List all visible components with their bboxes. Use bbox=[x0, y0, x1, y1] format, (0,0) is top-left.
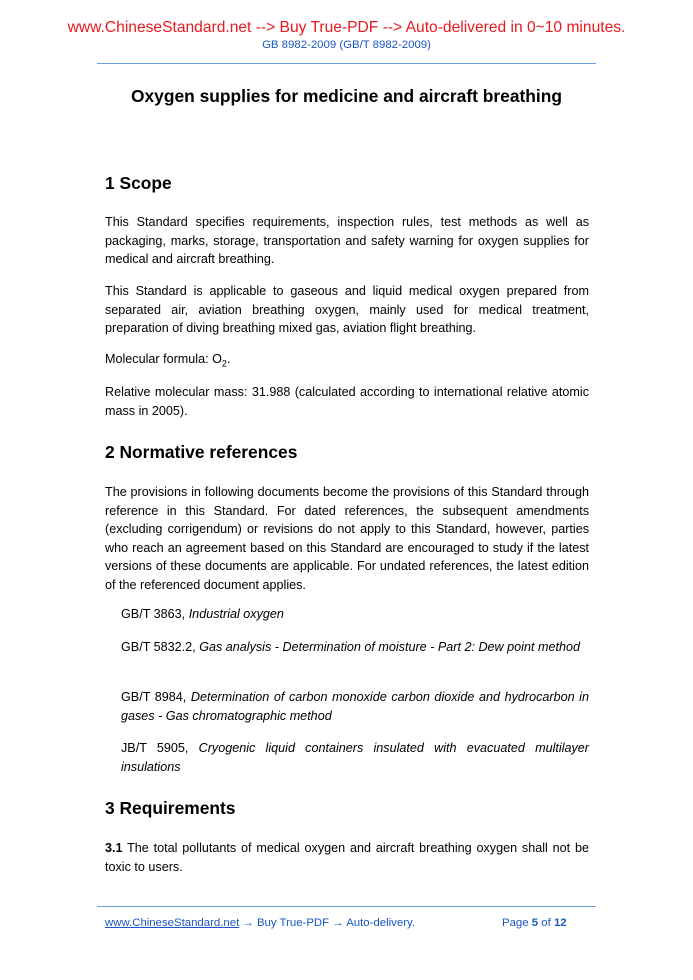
reference-item bbox=[121, 605, 589, 624]
scope-paragraph-2: This Standard is applicable to gaseous and liquid medical oxygen prepared from separated air, aviation breathing oxygen, mainly used for medical treatment, preparation of diving breathing mixed gas, aviation flight breathing. bbox=[105, 284, 589, 336]
normative-references-intro: The provisions in following documents become the provisions of this Standard through reference in this Standard. For dated references, the subsequent amendments (excluding corrigendum) or revisions do not apply to this Standard, however, parties who reach an agreement based on this Standard are encouraged to study if the latest versions of these documents are applicable. For undated references, the latest edition of the referenced document applies. bbox=[105, 485, 589, 592]
section-heading-requirements: 3 Requirements bbox=[105, 798, 236, 818]
clause-number: 3.1 bbox=[105, 841, 123, 855]
formula-prefix: Molecular formula: O bbox=[105, 352, 222, 366]
reference-title: Cryogenic liquid containers insulated with evacuated multilayer insulations bbox=[121, 741, 589, 774]
promo-banner[interactable]: www.ChineseStandard.net --> Buy True-PDF --> Auto-delivered in 0~10 minutes. bbox=[67, 19, 626, 36]
relative-molecular-mass: Relative molecular mass: 31.988 (calculated according to international relative atomic mass in 2005). bbox=[105, 385, 589, 418]
of-label: of bbox=[538, 917, 554, 929]
footer-rule bbox=[97, 906, 596, 907]
reference-code: JB/T 5905, bbox=[121, 741, 199, 755]
footer-tail: → Buy True-PDF → Auto-delivery. bbox=[239, 917, 415, 929]
page-indicator bbox=[502, 916, 567, 930]
footer-promo bbox=[105, 916, 415, 930]
page-total: 12 bbox=[553, 917, 567, 929]
reference-item bbox=[121, 638, 589, 657]
reference-code: GB/T 5832.2, bbox=[121, 640, 200, 654]
clause-text: The total pollutants of medical oxygen and aircraft breathing oxygen shall not be toxic to users. bbox=[105, 841, 589, 874]
reference-code: GB/T 3863, bbox=[121, 607, 189, 621]
formula-suffix: . bbox=[226, 352, 231, 366]
page-label: Page bbox=[502, 917, 532, 929]
site-link[interactable]: www.ChineseStandard.net bbox=[105, 917, 240, 929]
reference-item bbox=[121, 688, 589, 725]
section-heading-normative-references: 2 Normative references bbox=[105, 442, 298, 462]
reference-item bbox=[121, 739, 589, 776]
reference-code: GB/T 8984, bbox=[121, 690, 191, 704]
standard-code: GB 8982-2009 (GB/T 8982-2009) bbox=[262, 39, 431, 51]
page-number: 5 bbox=[531, 917, 539, 929]
formula-subscript: 2 bbox=[221, 358, 227, 369]
reference-title: Industrial oxygen bbox=[188, 607, 284, 621]
document-title: Oxygen supplies for medicine and aircraft breathing bbox=[130, 86, 562, 106]
clause-3-1 bbox=[105, 839, 589, 876]
section-heading-scope: 1 Scope bbox=[105, 173, 172, 193]
header-rule bbox=[97, 63, 596, 64]
reference-title: Determination of carbon monoxide carbon dioxide and hydrocarbon in gases - Gas chromatographic method bbox=[121, 690, 589, 723]
scope-paragraph-1: This Standard specifies requirements, inspection rules, test methods as well as packaging, marks, storage, transportation and safety warning for oxygen supplies for medical and aircraft breathing. bbox=[105, 215, 589, 267]
reference-title: Gas analysis - Determination of moisture - Part 2: Dew point method bbox=[199, 640, 580, 654]
molecular-formula bbox=[105, 350, 589, 373]
